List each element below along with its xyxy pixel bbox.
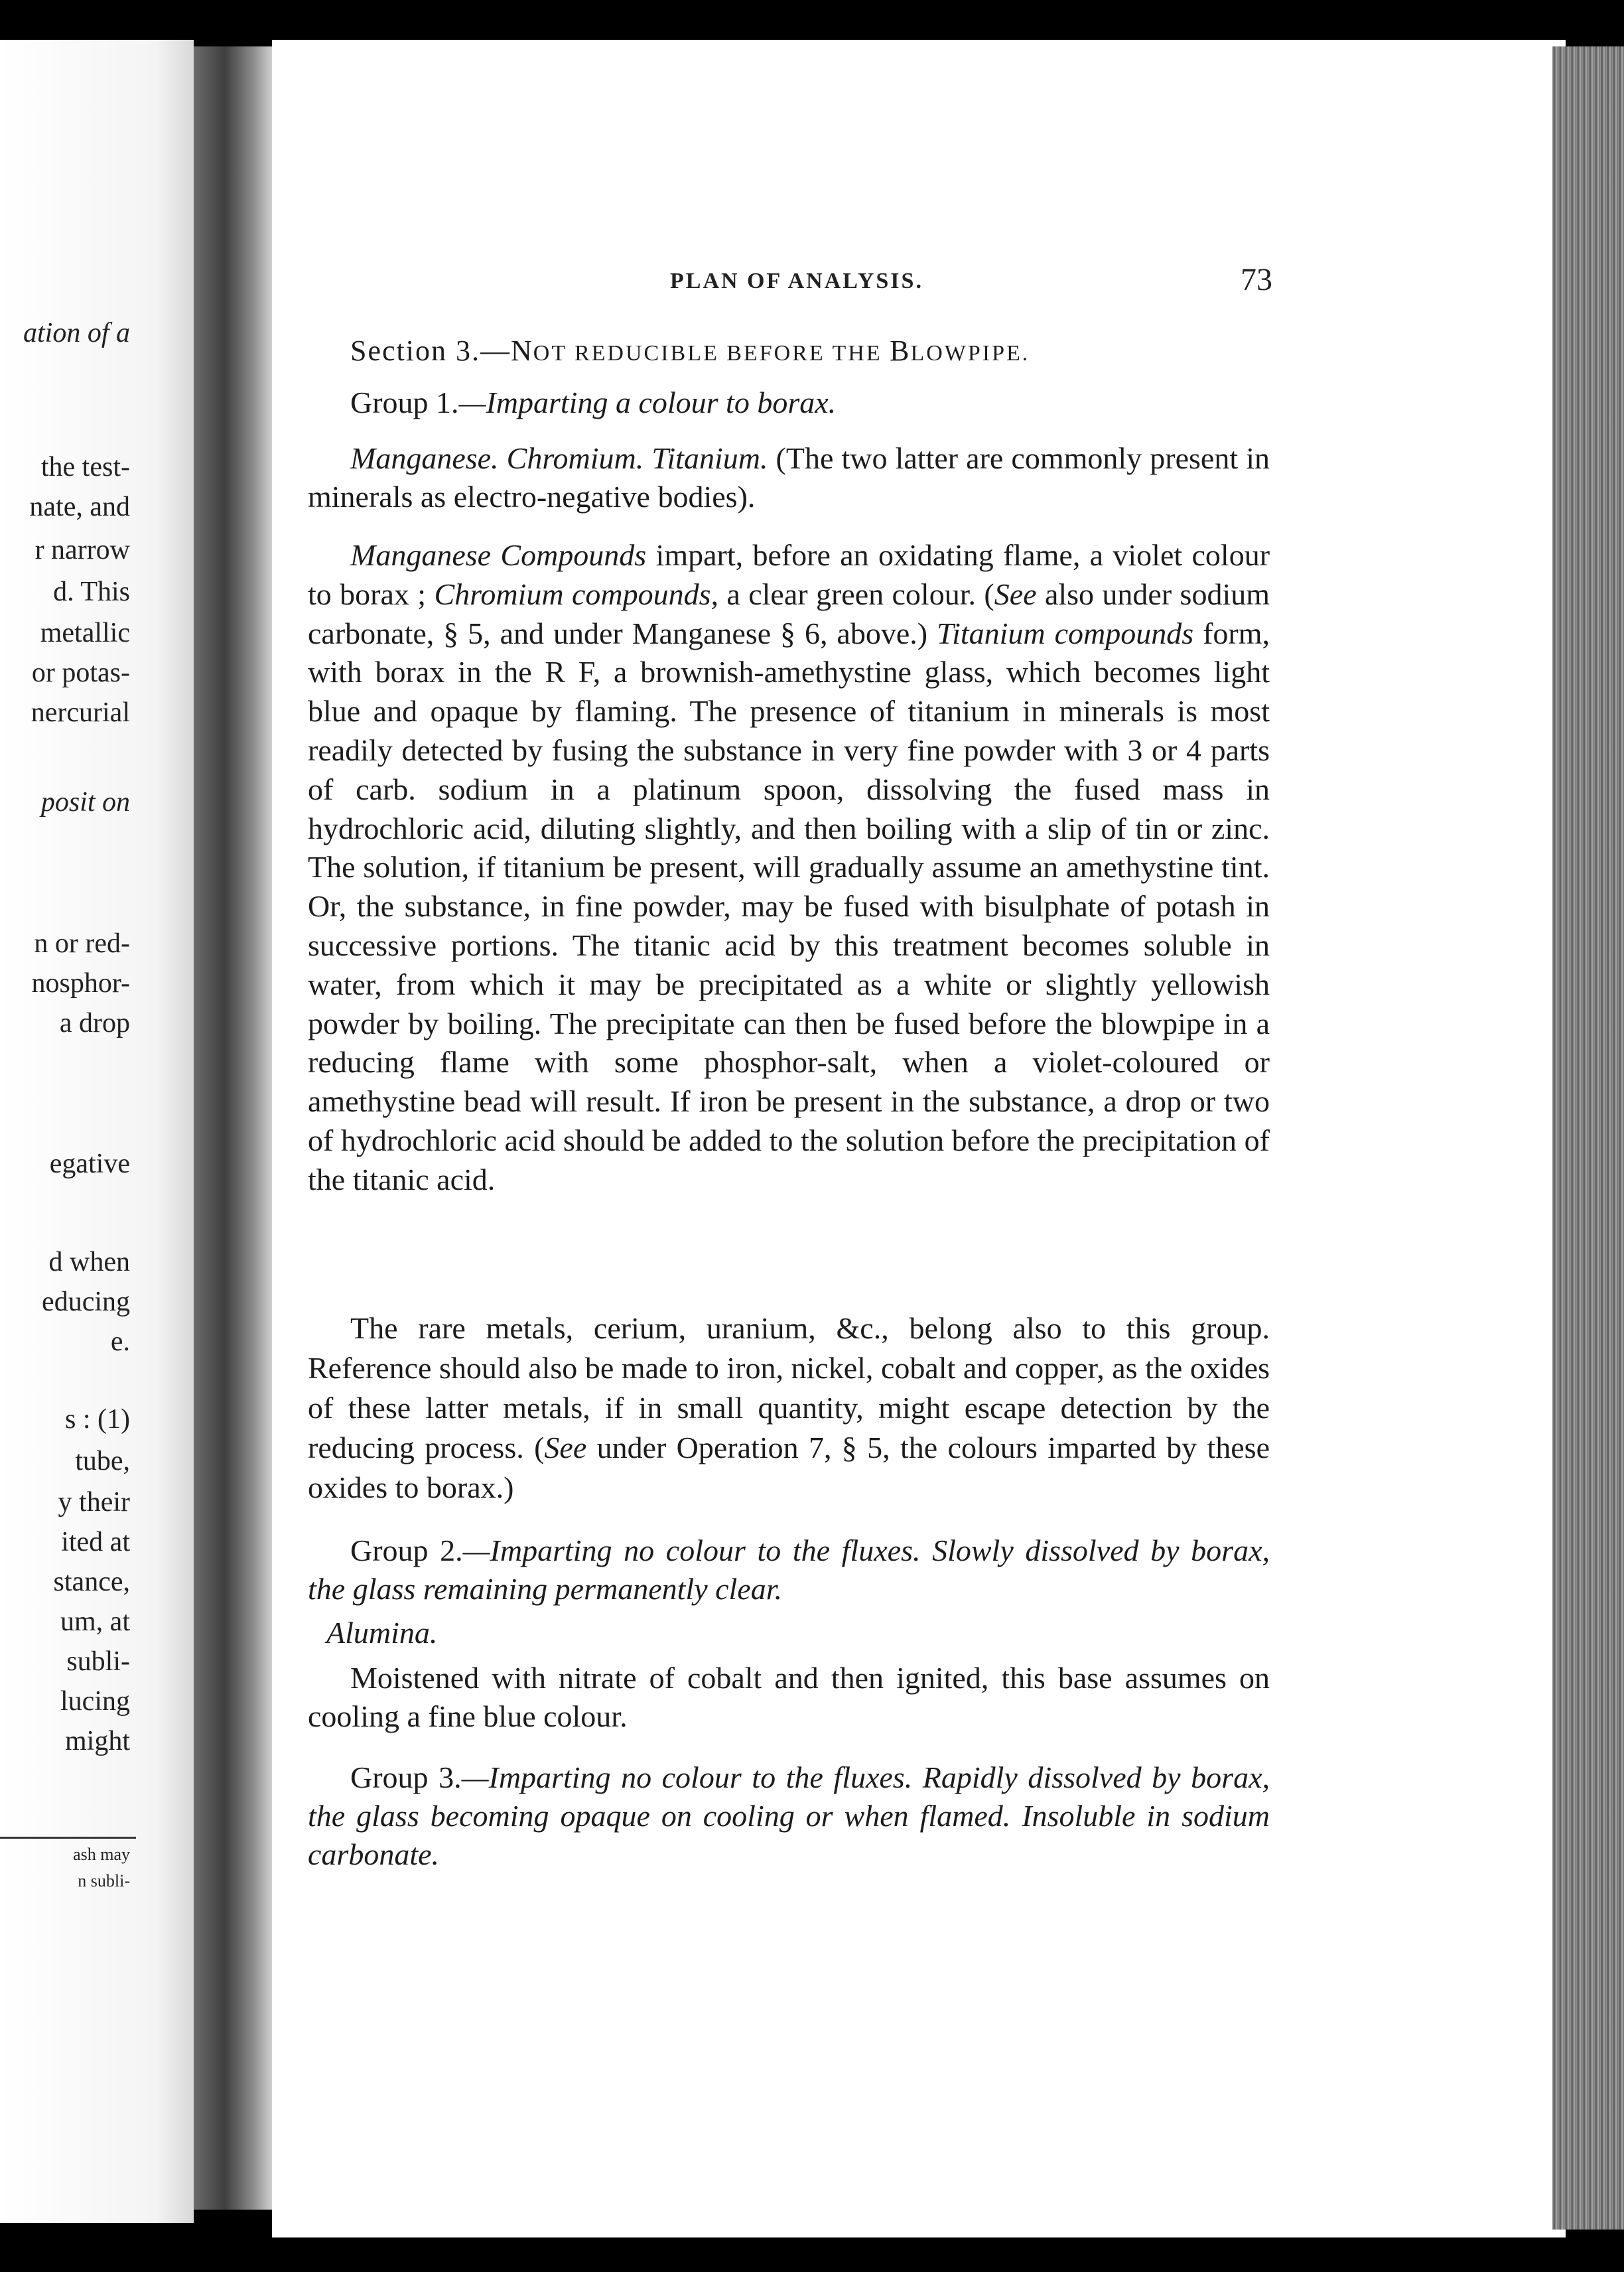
paragraph-text: The rare metals, cerium, uranium, &c., belong also to this group. Reference should also be made to iron, nickel, cobalt and copper, as the oxides of these latter metals, if in small quantity, might escape detection by the reducing process. (: [308, 1311, 1270, 1464]
section-title-initial: N: [510, 334, 533, 367]
paragraph-alumina: [308, 1659, 1270, 1736]
left-line: a drop: [59, 1008, 130, 1038]
running-title: PLAN OF ANALYSIS.: [670, 269, 923, 293]
group-title: —Imparting no colour to the fluxes. Rapidly dissolved by borax, the glass becoming opaque on cooling or when flamed. Insoluble in sodium carbonate.: [308, 1760, 1270, 1871]
section-title-smallcaps: OT REDUCIBLE BEFORE THE: [533, 341, 890, 366]
left-line: d when: [48, 1247, 130, 1277]
group-label: Group 3.: [350, 1760, 462, 1794]
left-line: ation of a: [23, 318, 130, 348]
group-3-heading: [308, 1758, 1270, 1874]
left-line: s : (1): [65, 1404, 130, 1435]
see-reference: See: [544, 1431, 587, 1464]
left-footnote-line: ash may: [73, 1845, 130, 1864]
footnote-rule: [0, 1837, 136, 1839]
section-heading: [350, 332, 1030, 373]
group-title: —Imparting no colour to the fluxes. Slowly dissolved by borax, the glass remaining permanently clear.: [308, 1533, 1270, 1606]
left-line: nosphor-: [31, 968, 130, 999]
term-manganese-compounds: Manganese Compounds: [350, 538, 647, 572]
left-page-fragment: [0, 40, 194, 2223]
left-line: egative: [49, 1149, 130, 1179]
group-label: Group 2.: [350, 1533, 463, 1567]
see-reference: See: [994, 577, 1037, 611]
left-line: stance,: [53, 1567, 130, 1597]
page-number: 73: [1241, 262, 1272, 297]
paragraph-text: impart, before an oxidating flame, a violet colour to borax ;: [308, 538, 1270, 611]
left-line: r narrow: [34, 535, 130, 565]
left-line: tube,: [75, 1446, 130, 1476]
paragraph-text: a clear green colour. (: [718, 577, 994, 611]
left-line: d. This: [53, 577, 130, 607]
left-line: ited at: [61, 1527, 130, 1557]
left-footnote-line: n subli-: [78, 1871, 130, 1890]
left-line: might: [64, 1726, 130, 1756]
section-title-end: LOWPIPE.: [910, 341, 1030, 366]
group-1-heading: [350, 384, 836, 422]
paragraph-text: also under sodium carbonate, § 5, and under Manganese § 6, above.): [308, 577, 1270, 650]
section-title-b: B: [890, 334, 911, 367]
left-line: the test-: [40, 452, 130, 482]
section-dash: —: [480, 334, 511, 367]
group-label: Group 1.: [350, 386, 459, 419]
left-line: educing: [42, 1287, 130, 1317]
book-gutter: [194, 46, 272, 2210]
group-2-heading: [308, 1531, 1270, 1608]
paragraph-rare-metals: [308, 1309, 1270, 1508]
left-line: posit on: [40, 787, 130, 817]
left-line: nate, and: [29, 492, 130, 522]
left-line: um, at: [60, 1606, 130, 1637]
left-line: n or red-: [34, 928, 130, 959]
paragraph-text: form, with borax in the R F, a brownish-amethystine glass, which becomes light blue and opaque by flaming. The presence of titanium in minerals is most readily detected by fusing the substance in very fine powder with 3 or 4 parts of carb. sodium in a platinum spoon, dissolving the fused mass in hydrochloric acid, diluting slightly, and then boiling with a slip of tin or zinc. The solution, if titanium be present, will gradually assume an amethystine tint. Or, the substance, in fine powder, may be fused with bisulphate of potash in successive portions. The titanic acid by this treatment becomes soluble in water, from which it may be precipitated as a white or slightly yellowish powder by boiling. The precipitate can then be fused before the blowpipe in a reducing flame with some phosphor-salt, when a violet-coloured or amethystine bead will result. If iron be present in the substance, a drop or two of hydrochloric acid should be added to the solution before the precipitation of the titanic acid.: [308, 616, 1270, 1196]
left-line: y their: [58, 1487, 130, 1518]
term-titanium-compounds: Titanium compounds: [937, 616, 1194, 650]
left-line: nercurial: [31, 697, 130, 728]
paragraph-text: Moistened with nitrate of cobalt and then ignited, this base assumes on cooling a fine blue colour.: [308, 1661, 1270, 1733]
alumina-label: Alumina.: [326, 1616, 438, 1650]
left-line: e.: [110, 1326, 130, 1357]
paragraph-text: under Operation 7, § 5, the colours imparted by these oxides to borax.): [308, 1431, 1270, 1504]
paragraph-elements: [308, 439, 1270, 516]
left-line: metallic: [40, 618, 130, 648]
paragraph-compounds: [308, 536, 1270, 1200]
left-line: lucing: [60, 1686, 130, 1717]
term-chromium-compounds: Chromium compounds,: [434, 577, 719, 611]
element-list: Manganese. Chromium. Titanium.: [350, 441, 768, 475]
group-title: —Imparting a colour to borax.: [458, 386, 837, 419]
section-prefix: Section 3.: [350, 334, 480, 367]
paragraph-text: (The two latter are commonly present in minerals as electro-negative bodies).: [308, 441, 1270, 514]
left-line: subli-: [66, 1646, 130, 1677]
page-stack-edge: [1552, 46, 1624, 2230]
left-line: or potas-: [31, 658, 130, 688]
